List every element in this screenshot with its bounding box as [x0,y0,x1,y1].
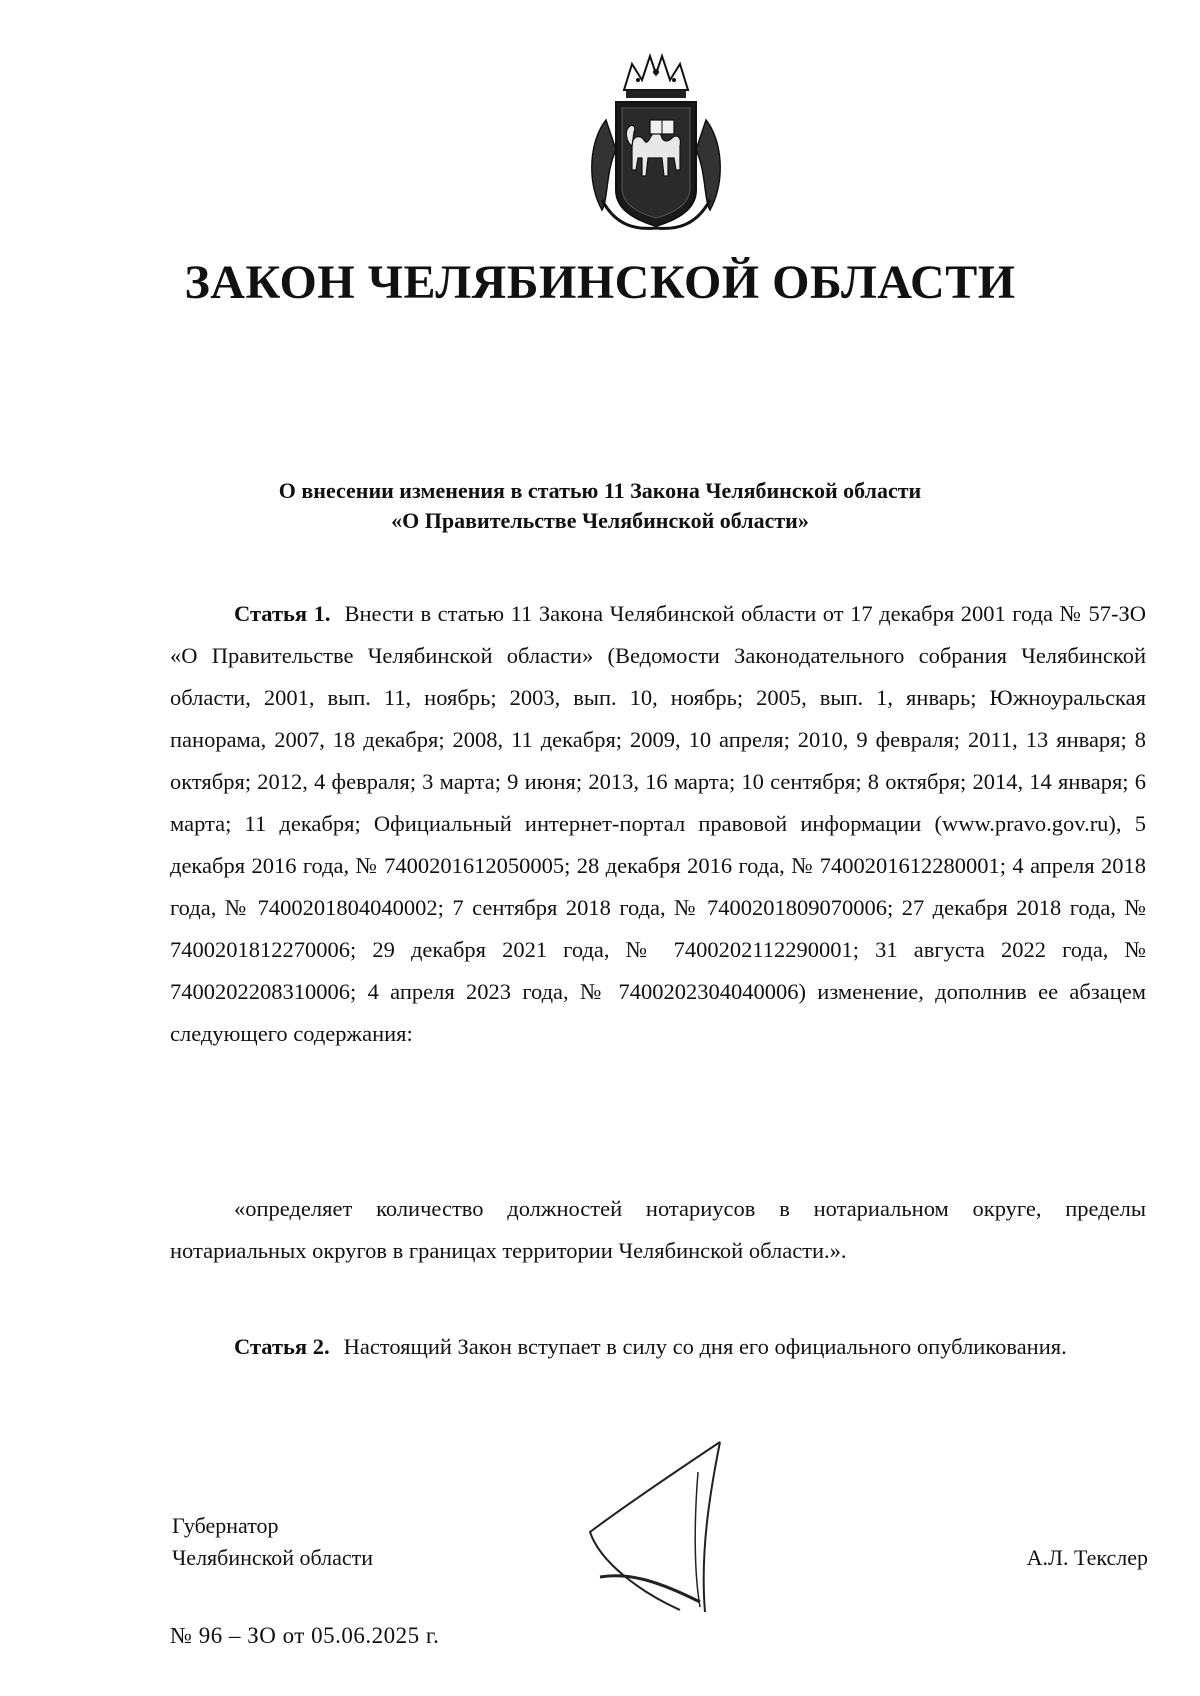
signature-icon [570,1432,770,1622]
coat-of-arms-icon [576,50,736,240]
signatory-role-line-1: Губернатор [172,1513,279,1538]
signatory-role-line-2: Челябинской области [172,1545,374,1570]
subject-line-1: О внесении изменения в статью 11 Закона Челябинской области [278,478,922,503]
law-subject [170,476,1030,536]
article-2-label: Статья 2. [234,1334,330,1359]
article-2-paragraph [170,1321,1146,1373]
signatory-role [172,1510,373,1574]
article-1-paragraph [170,593,1146,1055]
article-1-label: Статья 1. [234,601,331,626]
article-2-text: Настоящий Закон вступает в силу со дня его официального опубликования. [343,1334,1067,1359]
signatory-name: А.Л. Текслер [1026,1545,1148,1570]
subject-line-2: «О Правительстве Челябинской области» [391,508,809,533]
article-2 [170,1321,1146,1373]
article-1 [170,593,1146,1055]
law-registration-number: № 96 – ЗО от 05.06.2025 г. [170,1623,440,1648]
article-1-quote [170,1188,1146,1272]
document-title: ЗАКОН ЧЕЛЯБИНСКОЙ ОБЛАСТИ [184,256,1016,309]
article-1-text: Внести в статью 11 Закона Челябинской области от 17 декабря 2001 года № 57-ЗО «О Правительстве Челябинской области» (Ведомости Законодательного собрания Челябинской области, 2001, вып. 11, ноябрь; 2003, вып. 10, ноябрь; 2005, вып. 1, январь; Южноуральская панорама, 2007, 18 декабря; 2008, 11 декабря; 2009, 10 апреля; 2010, 9 февраля; 2011, 13 января; 8 октября; 2012, 4 февраля; 3 марта; 9 июня; 2013, 16 марта; 10 сентября; 8 октября; 2014, 14 января; 6 марта; 11 декабря; Официальный интернет-портал правовой информации (www.pravo.gov.ru), 5 декабря 2016 года, № 7400201612050005; 28 декабря 2016 года, № 7400201612280001; 4 апреля 2018 года, № 7400201804040002; 7 сентября 2018 года, № 7400201809070006; 27 декабря 2018 года, № 7400201812270006; 29 декабря 2021 года, № 7400202112290001; 31 августа 2022 года, № 7400202208310006; 4 апреля 2023 года, № 7400202304040006) изменение, дополнив ее абзацем следующего содержания: [170,601,1146,1046]
quote-paragraph: «определяет количество должностей нотариусов в нотариальном округе, пределы нотариальных округов в границах территории Челябинской области.». [170,1196,1146,1263]
